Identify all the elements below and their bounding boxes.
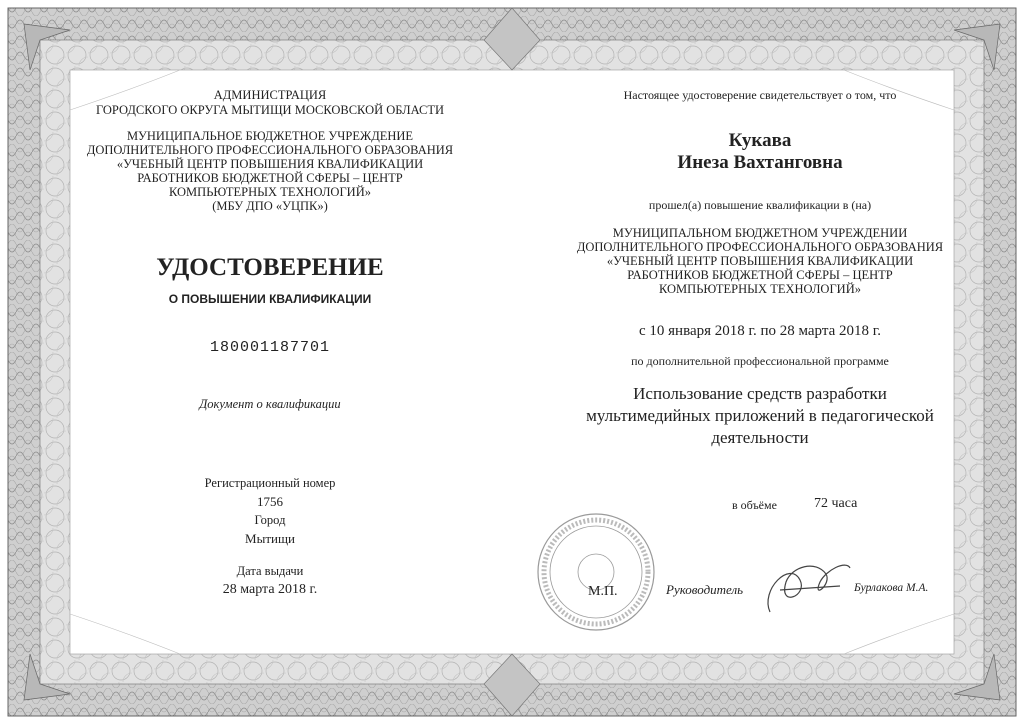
program-line-3: деятельности xyxy=(711,428,809,447)
volume-label: в объёме xyxy=(732,498,777,512)
head-label: Руководитель xyxy=(666,582,744,597)
training-org-line-5: КОМПЬЮТЕРНЫХ ТЕХНОЛОГИЙ» xyxy=(659,282,861,296)
signature xyxy=(768,565,850,612)
program-label: по дополнительной профессиональной программе xyxy=(631,354,889,368)
registration-number: 1756 xyxy=(257,494,283,509)
issuer-org-line-1: МУНИЦИПАЛЬНОЕ БЮДЖЕТНОЕ УЧРЕЖДЕНИЕ xyxy=(126,129,414,143)
certificate-number: 180001187701 xyxy=(209,339,331,356)
training-org-line-1: МУНИЦИПАЛЬНОМ БЮДЖЕТНОМ УЧРЕЖДЕНИИ xyxy=(612,226,908,240)
issuer-org-line-3: «УЧЕБНЫЙ ЦЕНТР ПОВЫШЕНИЯ КВАЛИФИКАЦИИ xyxy=(116,157,424,171)
volume-value: 72 часа xyxy=(814,496,858,511)
issue-date-label: Дата выдачи xyxy=(236,564,304,578)
training-org-line-2: ДОПОЛНИТЕЛЬНОГО ПРОФЕССИОНАЛЬНОГО ОБРАЗОВАНИЯ xyxy=(576,240,944,254)
passed-text: прошел(а) повышение квалификации в (на) xyxy=(648,198,872,212)
city-value: Мытищи xyxy=(245,531,295,546)
holder-name: Инеза Вахтанговна xyxy=(677,152,843,173)
training-org-line-4: РАБОТНИКОВ БЮДЖЕТНОЙ СФЕРЫ – ЦЕНТР xyxy=(627,268,893,282)
holder-surname: Кукава xyxy=(728,130,792,151)
certificate-subtitle: О ПОВЫШЕНИИ КВАЛИФИКАЦИИ xyxy=(168,292,372,306)
certificate-title: УДОСТОВЕРЕНИЕ xyxy=(156,254,384,281)
intro-text: Настоящее удостоверение свидетельствует о том, что xyxy=(623,88,897,102)
issue-date: 28 марта 2018 г. xyxy=(222,582,318,597)
stamp-seal xyxy=(538,514,654,630)
program-line-1: Использование средств разработки xyxy=(633,384,887,403)
program-line-2: мультимедийных приложений в педагогической xyxy=(586,406,934,425)
stamp-label: М.П. xyxy=(588,584,618,599)
admin-line-2: ГОРОДСКОГО ОКРУГА МЫТИЩИ МОСКОВСКОЙ ОБЛАСТИ xyxy=(95,103,445,117)
issuer-org-line-4: РАБОТНИКОВ БЮДЖЕТНОЙ СФЕРЫ – ЦЕНТР xyxy=(137,171,403,185)
issuer-org-line-6: (МБУ ДПО «УЦПК») xyxy=(212,199,328,213)
city-label: Город xyxy=(254,513,286,527)
issuer-org-line-5: КОМПЬЮТЕРНЫХ ТЕХНОЛОГИЙ» xyxy=(169,185,371,199)
training-period: с 10 января 2018 г. по 28 марта 2018 г. xyxy=(639,323,881,339)
admin-line-1: АДМИНИСТРАЦИЯ xyxy=(213,88,327,102)
head-name: Бурлакова М.А. xyxy=(854,582,929,594)
training-org-line-3: «УЧЕБНЫЙ ЦЕНТР ПОВЫШЕНИЯ КВАЛИФИКАЦИИ xyxy=(606,254,914,268)
registration-label: Регистрационный номер xyxy=(204,476,336,490)
issuer-org-line-2: ДОПОЛНИТЕЛЬНОГО ПРОФЕССИОНАЛЬНОГО ОБРАЗОВАНИЯ xyxy=(86,143,454,157)
document-type: Документ о квалификации xyxy=(199,397,341,411)
